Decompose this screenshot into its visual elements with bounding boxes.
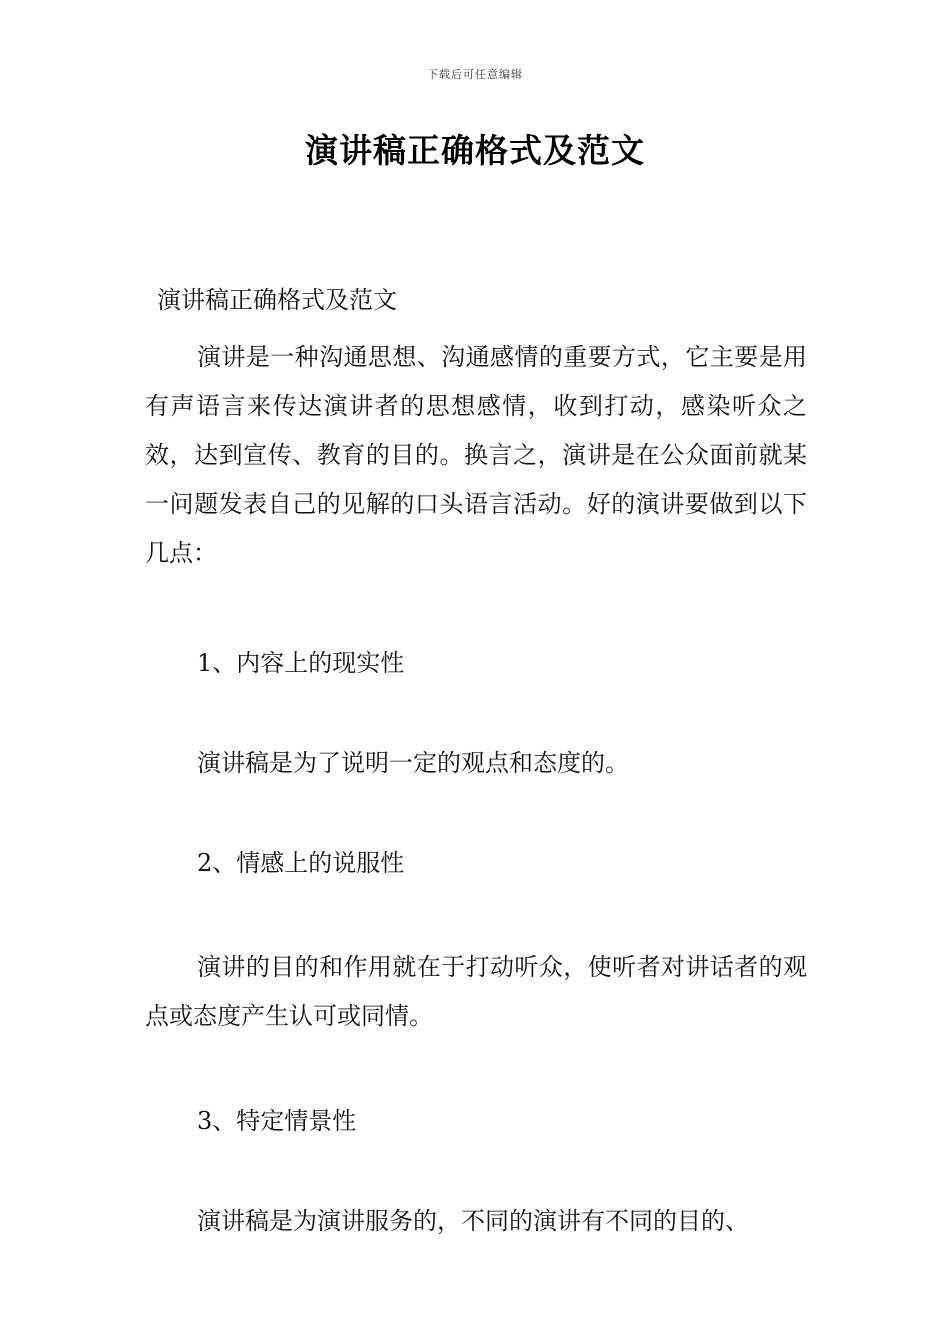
- header-note: 下载后可任意编辑: [427, 68, 523, 81]
- document-subtitle: 演讲稿正确格式及范文: [157, 286, 397, 314]
- document-body: [145, 280, 807, 1241]
- section-body-1: 演讲稿是为了说明一定的观点和态度的。: [197, 749, 629, 777]
- section-body-3: 演讲稿是为演讲服务的，不同的演讲有不同的目的、: [197, 1207, 749, 1235]
- document-title: 演讲稿正确格式及范文: [305, 131, 645, 170]
- intro-paragraph: 演讲是一种沟通思想、沟通感情的重要方式，它主要是用有声语言来传达演讲者的思想感情，收到打动，感染听众之效，达到宣传、教育的目的。换言之，演讲是在公众面前就某一问题发表自己的见解的口头语言活动。好的演讲要做到以下几点：: [145, 343, 807, 567]
- section-heading-2: 2、情感上的说服性: [197, 849, 405, 877]
- section-heading-3: 3、特定情景性: [197, 1107, 357, 1135]
- section-heading-1: 1、内容上的现实性: [197, 649, 405, 677]
- section-body-2: 演讲的目的和作用就在于打动听众，使听者对讲话者的观点或态度产生认可或同情。: [145, 953, 807, 1030]
